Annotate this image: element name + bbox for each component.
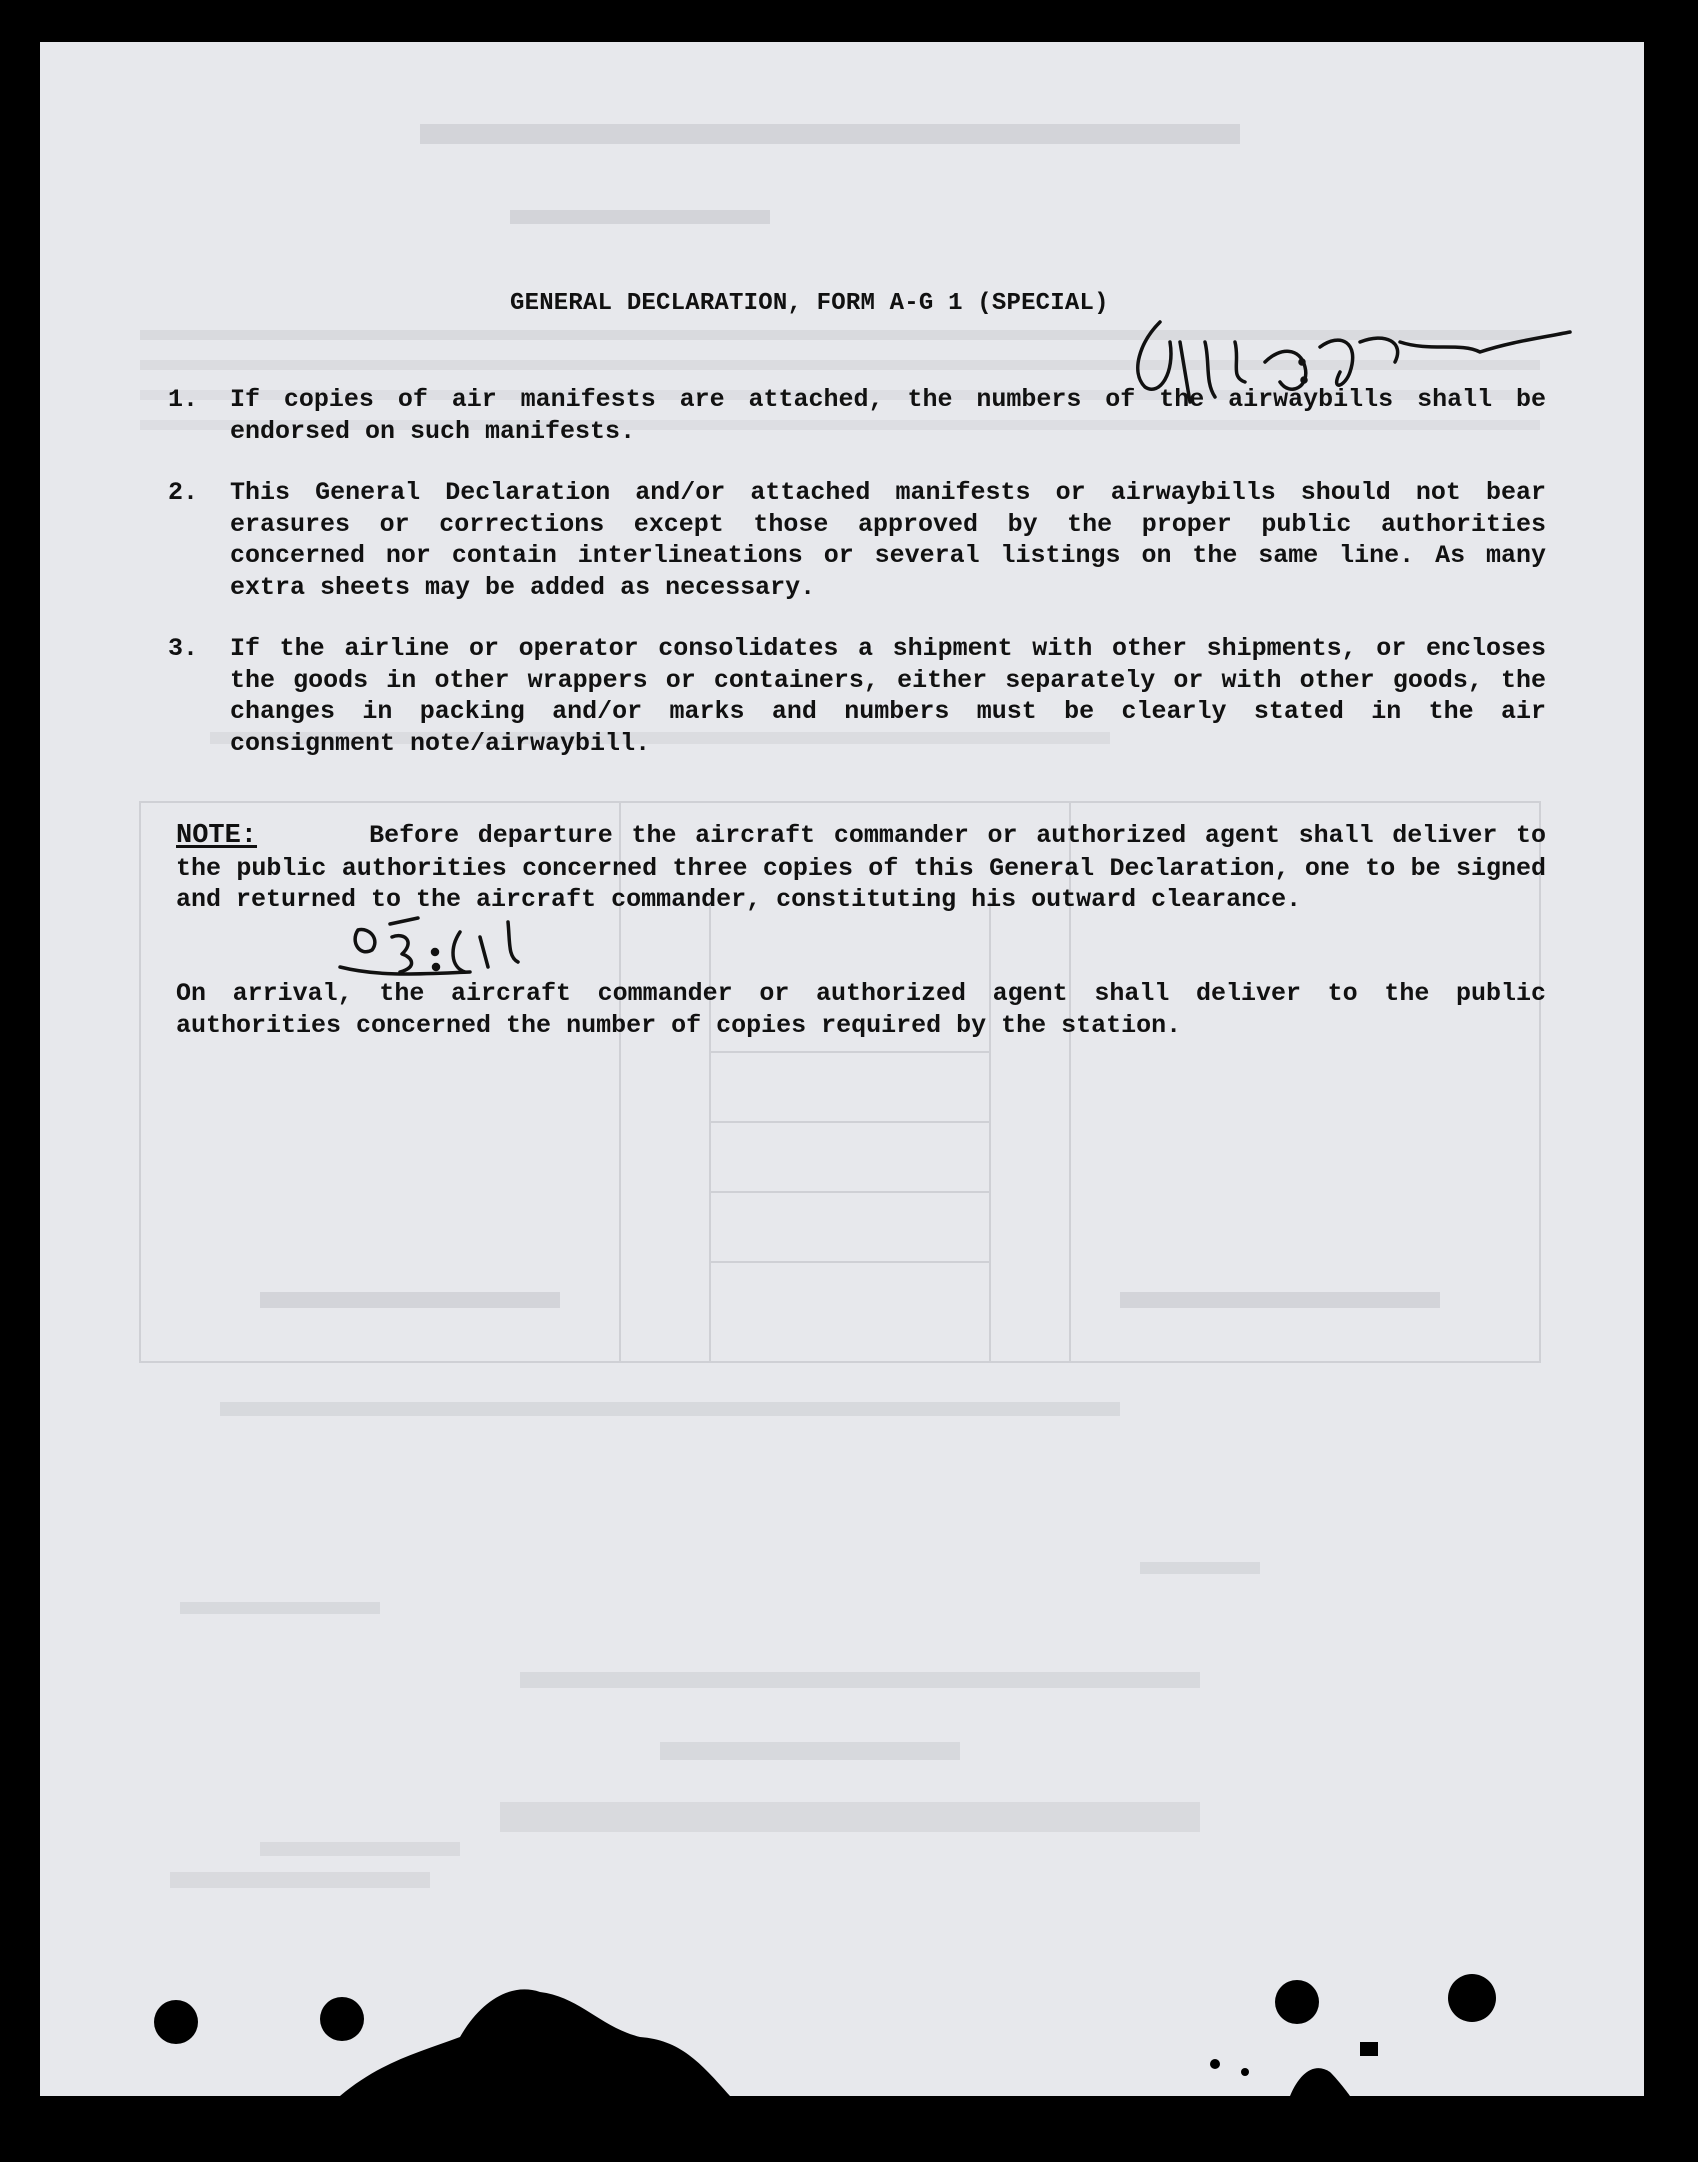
item-text: If copies of air manifests are attached, the numbers of the airwaybills shall be endorsed on such manifests. — [230, 385, 1546, 446]
note-paragraph — [176, 820, 1546, 916]
instruction-item-1 — [168, 384, 1548, 447]
item-number: 1. — [168, 385, 199, 414]
note-text: Before departure the aircraft commander or authorized agent shall deliver to the public authorities concerned three copies of this General Declaration, one to be signed and returned to the aircraft commander, constituting his outward clearance. — [176, 821, 1546, 914]
item-text: If the airline or operator consolidates a shipment with other shipments, or encloses the goods in other wrappers or containers, either separately or with other goods, the changes in packing and/or marks and numbers must be clearly stated in the air consignment note/airwaybill. — [230, 634, 1546, 758]
document-page — [40, 42, 1644, 2096]
item-number: 2. — [168, 478, 199, 507]
arrival-paragraph: On arrival, the aircraft commander or authorized agent shall deliver to the public authorities concerned the number of copies required by the station. — [176, 979, 1546, 1040]
bleed-through-background — [40, 42, 1644, 2096]
item-text: This General Declaration and/or attached manifests or airwaybills should not bear erasures or corrections except those approved by the proper public authorities concerned nor contain interlineations or several listings on the same line. As many extra sheets may be added as necessary. — [230, 478, 1546, 602]
item-number: 3. — [168, 634, 199, 663]
note-label: NOTE: — [176, 821, 258, 851]
instruction-item-2 — [168, 477, 1548, 603]
form-title: GENERAL DECLARATION, FORM A-G 1 (SPECIAL) — [510, 290, 1109, 317]
instruction-item-3 — [168, 633, 1548, 759]
